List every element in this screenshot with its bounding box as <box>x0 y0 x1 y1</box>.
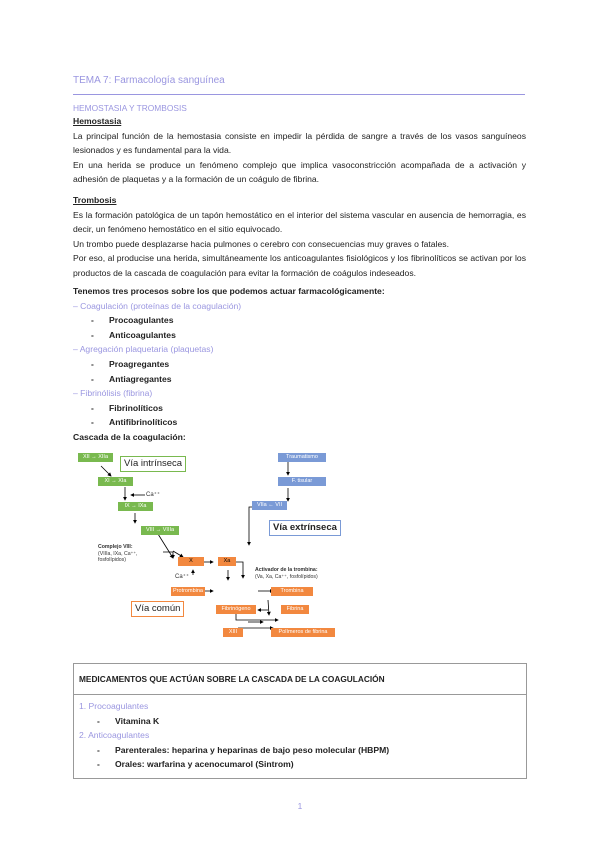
box-x: X <box>178 557 204 566</box>
box-traumatismo: Traumatismo <box>278 453 326 462</box>
activador-trombina <box>255 567 350 580</box>
procesos-intro: Tenemos tres procesos sobre los que podemos actuar farmacológicamente: <box>73 286 385 296</box>
medicamentos-section-title: 1. Procoagulantes <box>79 701 149 711</box>
box-fibrinogeno: Fibrinógeno <box>216 605 256 614</box>
title-divider <box>73 94 525 95</box>
box-trombina: Trombina <box>271 587 313 596</box>
list-item: - Fibrinolíticos <box>73 401 526 416</box>
complejo-text: (VIIIa, IXa, Ca⁺⁺, fosfolípidos) <box>98 550 138 563</box>
trombosis-paragraph-3: Por eso, al producise una herida, simultáneamente los anticoagulantes fisiológicos y los fibrinolíticos se activan por los productos de la cascada de coagulación para evitar la formación de coágulos indeseados. <box>73 253 526 278</box>
group-title: – Coagulación (proteínas de la coagulación) <box>73 300 242 311</box>
cascada-caption: Cascada de la coagulación: <box>73 432 186 442</box>
activador-text: (Va, Xa, Ca⁺⁺, fosfolípidos) <box>255 573 318 580</box>
list-item: - Parenterales: heparina y heparinas de bajo peso molecular (HBPM) <box>79 743 521 758</box>
box-xi: XI → XIa <box>98 477 133 486</box>
box-viii: VIII → VIIIa <box>141 526 179 535</box>
coagulation-cascade-diagram <box>73 450 353 650</box>
trombosis-heading: Trombosis <box>73 195 117 205</box>
procesos-section <box>73 284 526 430</box>
hemostasia-paragraph-2: En una herida se produce un fenómeno complejo que implica vasoconstricción acompañada de a activación y adhesión de plaquetas y a la formación de un coágulo de fibrina. <box>73 159 526 185</box>
list-item: - Procoagulantes <box>73 313 526 328</box>
box-ix: IX → IXa <box>118 502 153 511</box>
trombosis-section <box>73 193 526 281</box>
list-item: - Antifibrinolíticos <box>73 415 526 430</box>
section-title: HEMOSTASIA Y TROMBOSIS <box>73 103 187 113</box>
page-number: 1 <box>297 801 303 811</box>
box-factor-tisular: F. tisular <box>278 477 326 486</box>
label-via-intrinseca: Vía intrínseca <box>120 456 186 472</box>
medicamentos-box <box>73 663 527 779</box>
list-item: - Antiagregantes <box>73 372 526 387</box>
medicamentos-title: MEDICAMENTOS QUE ACTÚAN SOBRE LA CASCADA DE LA COAGULACIÓN <box>74 664 526 695</box>
hemostasia-section <box>73 114 526 187</box>
list-item: - Proagregantes <box>73 357 526 372</box>
page-title: TEMA 7: Farmacología sanguínea <box>73 75 225 86</box>
hemostasia-heading: Hemostasia <box>73 116 122 126</box>
list-item: - Orales: warfarina y acenocumarol (Sintrom) <box>79 757 521 772</box>
hemostasia-paragraph-1: La principal función de la hemostasia consiste en impedir la pérdida de sangre a través de los vasos sanguíneos lesionados y es fundamental para la vida. <box>73 130 526 156</box>
complejo-title: Complejo VIII: <box>98 544 133 550</box>
label-ca-2: Ca⁺⁺ <box>175 574 190 580</box>
box-vii: VIIa ← VII <box>252 501 287 510</box>
box-fibrina: Fibrina <box>281 605 309 614</box>
label-ca-1: Ca⁺⁺ <box>146 492 161 498</box>
trombosis-paragraph-1: Es la formación patológica de un tapón hemostático en el interior del sistema vascular en ausencia de hemorragia, es decir, un fenómeno hemostático en el sitio equivocado. <box>73 209 526 235</box>
box-xiii: XIII <box>223 628 243 637</box>
box-xii: XII → XIIa <box>78 453 113 462</box>
complejo-viii <box>98 544 163 564</box>
list-item: - Anticoagulantes <box>73 328 526 343</box>
group-title: – Fibrinólisis (fibrina) <box>73 388 153 399</box>
box-xa: Xa <box>218 557 236 566</box>
label-via-comun: Vía común <box>131 601 184 617</box>
box-protrombina: Protrombina <box>171 587 205 596</box>
trombosis-paragraph-2: Un trombo puede desplazarse hacia pulmones o cerebro con consecuencias muy graves o fatales. <box>73 238 449 249</box>
activador-title: Activador de la trombina: <box>255 567 318 573</box>
medicamentos-section-title: 2. Anticoagulantes <box>79 730 150 741</box>
label-via-extrinseca: Vía extrínseca <box>269 520 341 536</box>
box-polimeros: Polímeros de fibrina <box>271 628 335 637</box>
list-item: - Vitamina K <box>79 714 521 729</box>
group-title: – Agregación plaquetaria (plaquetas) <box>73 344 214 355</box>
